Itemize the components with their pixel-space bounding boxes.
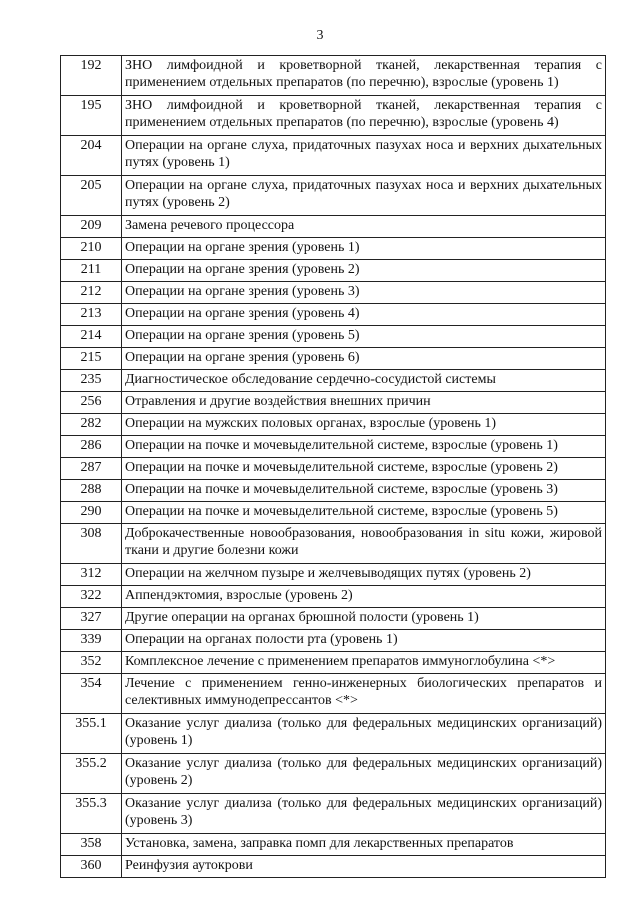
row-description: Оказание услуг диализа (только для федеральных медицинских организаций) (уровень 1) [122, 714, 606, 754]
row-description: Операции на желчном пузыре и желчевыводящих путях (уровень 2) [122, 564, 606, 586]
row-description: ЗНО лимфоидной и кроветворной тканей, лекарственная терапия с применением отдельных препаратов (по перечню), взрослые (уровень 1) [122, 56, 606, 96]
row-code: 256 [61, 392, 122, 414]
row-code: 352 [61, 652, 122, 674]
row-code: 355.2 [61, 754, 122, 794]
table-row [61, 674, 606, 714]
row-code: 205 [61, 176, 122, 216]
row-description: Отравления и другие воздействия внешних причин [122, 392, 606, 414]
row-code: 308 [61, 524, 122, 564]
row-description: Операции на почке и мочевыделительной системе, взрослые (уровень 2) [122, 458, 606, 480]
row-code: 195 [61, 96, 122, 136]
row-code: 192 [61, 56, 122, 96]
table-row [61, 326, 606, 348]
row-code: 312 [61, 564, 122, 586]
row-description: Установка, замена, заправка помп для лекарственных препаратов [122, 834, 606, 856]
table-row [61, 754, 606, 794]
row-description: Операции на почке и мочевыделительной системе, взрослые (уровень 1) [122, 436, 606, 458]
row-description: Оказание услуг диализа (только для федеральных медицинских организаций) (уровень 2) [122, 754, 606, 794]
table-row [61, 652, 606, 674]
row-description: Операции на органе зрения (уровень 6) [122, 348, 606, 370]
table-row [61, 856, 606, 878]
row-description: Операции на органе зрения (уровень 3) [122, 282, 606, 304]
row-description: Операции на почке и мочевыделительной системе, взрослые (уровень 3) [122, 480, 606, 502]
row-description: Операции на почке и мочевыделительной системе, взрослые (уровень 5) [122, 502, 606, 524]
row-description: Операции на органе зрения (уровень 5) [122, 326, 606, 348]
table-row [61, 348, 606, 370]
row-description: Оказание услуг диализа (только для федеральных медицинских организаций) (уровень 3) [122, 794, 606, 834]
row-description: Диагностическое обследование сердечно-сосудистой системы [122, 370, 606, 392]
row-description: Операции на органе зрения (уровень 4) [122, 304, 606, 326]
table-row [61, 176, 606, 216]
row-code: 212 [61, 282, 122, 304]
row-description: ЗНО лимфоидной и кроветворной тканей, лекарственная терапия с применением отдельных препаратов (по перечню), взрослые (уровень 4) [122, 96, 606, 136]
table-row [61, 834, 606, 856]
table-row [61, 564, 606, 586]
row-description: Операции на органах полости рта (уровень 1) [122, 630, 606, 652]
table-row [61, 96, 606, 136]
row-description: Операции на мужских половых органах, взрослые (уровень 1) [122, 414, 606, 436]
row-code: 211 [61, 260, 122, 282]
row-code: 210 [61, 238, 122, 260]
row-code: 355.1 [61, 714, 122, 754]
row-description: Аппендэктомия, взрослые (уровень 2) [122, 586, 606, 608]
table-row [61, 458, 606, 480]
table-row [61, 714, 606, 754]
row-code: 204 [61, 136, 122, 176]
table-row [61, 370, 606, 392]
table-body [61, 56, 606, 878]
row-code: 327 [61, 608, 122, 630]
table-row [61, 524, 606, 564]
row-code: 339 [61, 630, 122, 652]
row-code: 322 [61, 586, 122, 608]
table-row [61, 238, 606, 260]
row-description: Замена речевого процессора [122, 216, 606, 238]
row-description: Комплексное лечение с применением препаратов иммуноглобулина <*> [122, 652, 606, 674]
row-code: 215 [61, 348, 122, 370]
row-code: 214 [61, 326, 122, 348]
table-row [61, 630, 606, 652]
treatment-codes-table [60, 55, 606, 878]
row-description: Операции на органе слуха, придаточных пазухах носа и верхних дыхательных путях (уровень 2) [122, 176, 606, 216]
row-description: Операции на органе зрения (уровень 1) [122, 238, 606, 260]
table-row [61, 436, 606, 458]
row-code: 288 [61, 480, 122, 502]
row-description: Доброкачественные новообразования, новообразования in situ кожи, жировой ткани и другие болезни кожи [122, 524, 606, 564]
table-row [61, 136, 606, 176]
table-row [61, 414, 606, 436]
table-row [61, 216, 606, 238]
row-code: 358 [61, 834, 122, 856]
table-row [61, 392, 606, 414]
row-description: Реинфузия аутокрови [122, 856, 606, 878]
table-row [61, 480, 606, 502]
row-code: 354 [61, 674, 122, 714]
row-code: 287 [61, 458, 122, 480]
row-code: 213 [61, 304, 122, 326]
table-row [61, 586, 606, 608]
row-code: 360 [61, 856, 122, 878]
row-description: Лечение с применением генно-инженерных биологических препаратов и селективных иммунодепрессантов <*> [122, 674, 606, 714]
row-description: Другие операции на органах брюшной полости (уровень 1) [122, 608, 606, 630]
row-code: 235 [61, 370, 122, 392]
table-row [61, 502, 606, 524]
table-row [61, 260, 606, 282]
table-row [61, 56, 606, 96]
row-description: Операции на органе зрения (уровень 2) [122, 260, 606, 282]
row-code: 282 [61, 414, 122, 436]
table-row [61, 282, 606, 304]
table-row [61, 608, 606, 630]
page-number: 3 [316, 28, 324, 43]
row-description: Операции на органе слуха, придаточных пазухах носа и верхних дыхательных путях (уровень 1) [122, 136, 606, 176]
row-code: 209 [61, 216, 122, 238]
row-code: 355.3 [61, 794, 122, 834]
table-row [61, 304, 606, 326]
row-code: 286 [61, 436, 122, 458]
table-row [61, 794, 606, 834]
row-code: 290 [61, 502, 122, 524]
